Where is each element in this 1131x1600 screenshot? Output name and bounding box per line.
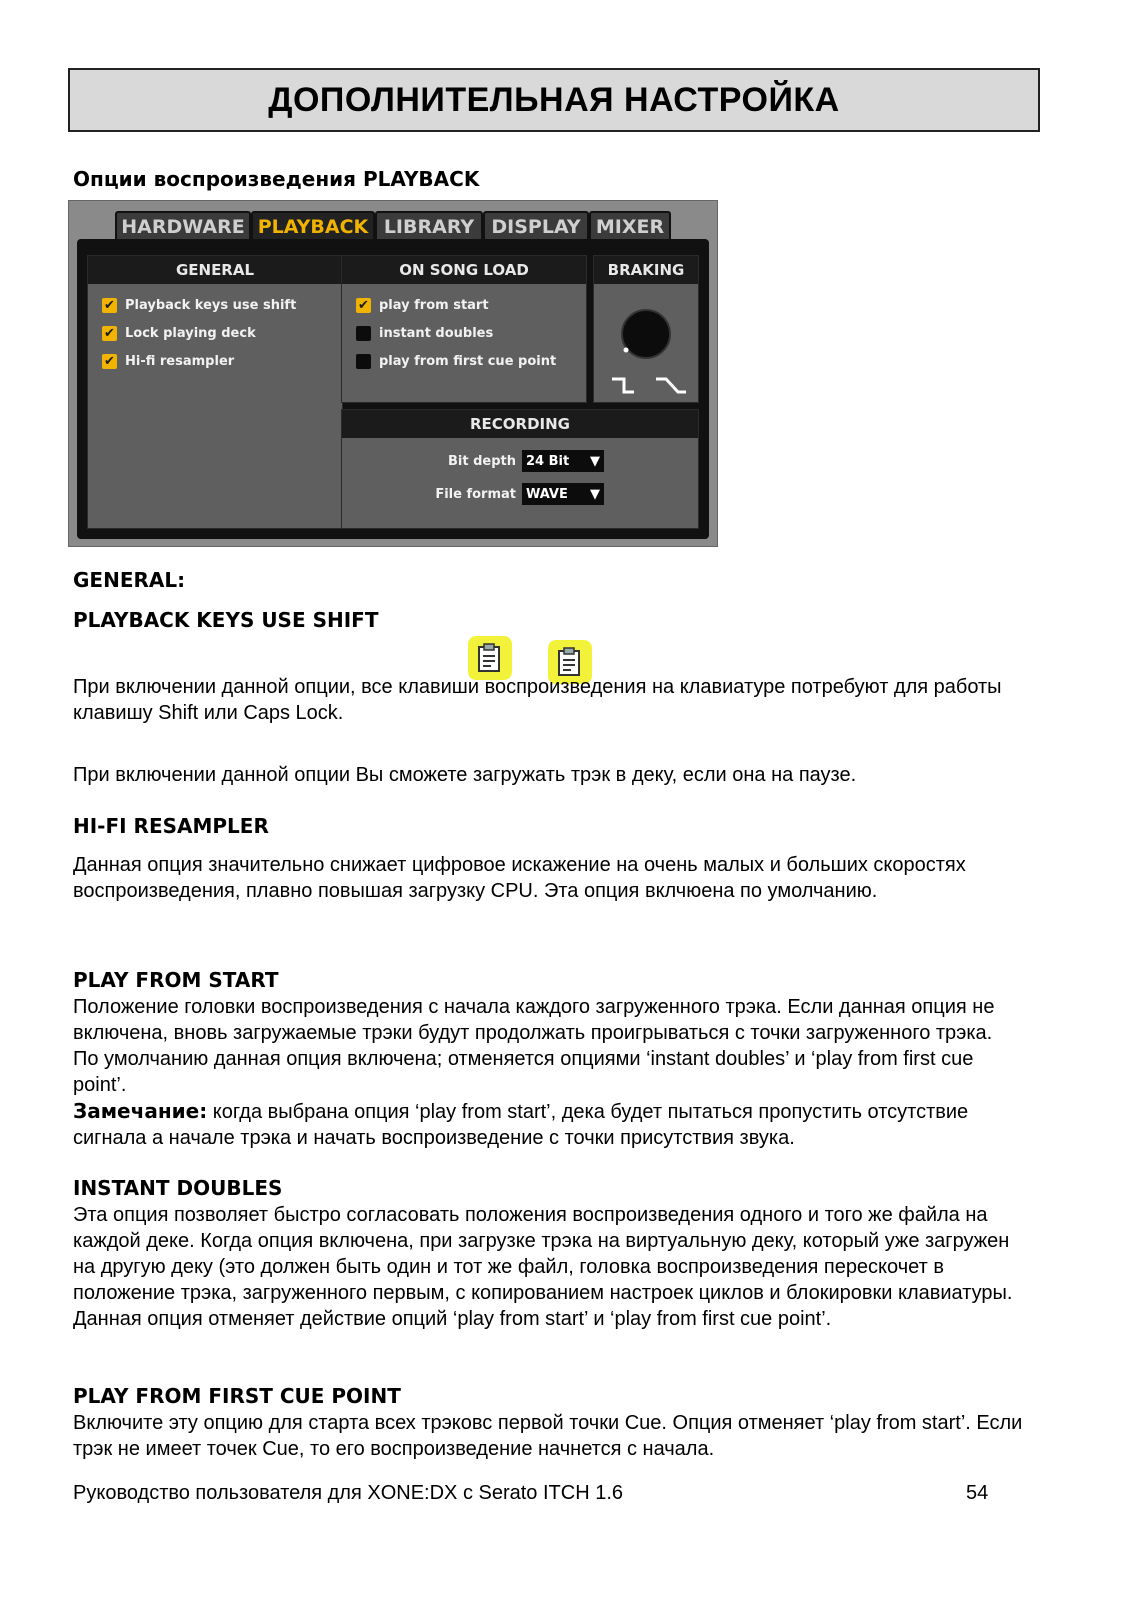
general-option[interactable] [102,354,234,369]
on-song-load-panel [341,255,587,403]
tab-mixer[interactable]: MIXER [589,211,671,241]
general-option-label: Hi-fi resampler [125,354,235,369]
general-header: GENERAL [88,256,342,284]
note-label: Замечание: [73,1099,208,1123]
first-cue-text: Включите эту опцию для старта всех трэковс первой точки Cue. Опция отменяет ‘play from start’. Если трэк не имеет точек Cue, то его воспроизведение начнется с начала. [73,1412,1023,1460]
tab-hardware[interactable]: HARDWARE [115,211,251,241]
on-song-load-option[interactable] [356,298,489,313]
lock-deck-text: При включении данной опции Вы сможете загружать трэк в деку, если она на паузе. [73,764,857,786]
on-song-load-option[interactable] [356,354,556,369]
general-option[interactable] [102,326,256,341]
preferences-screenshot [68,200,718,547]
file-format-select[interactable] [522,483,604,505]
hifi-heading: HI-FI RESAMPLER [73,814,269,838]
bit-depth-value: 24 Bit [526,453,570,469]
play-from-start-body: Положение головки воспроизведения с начала каждого загруженного трэка. Если данная опция не включена, вновь загружаемые трэки будут продолжать проигрываться с точки загруженного трэка. По умолчанию данная опция включена; отменяется опциями ‘instant doubles’ и ‘play from first cue point’. [73,996,995,1096]
title-banner [68,68,1040,132]
on-song-load-header: ON SONG LOAD [342,256,586,284]
instant-doubles-text: Эта опция позволяет быстро согласовать положения воспроизведения одного и того же файла на каждой деке. Когда опция включена, при загрузке трэка на виртуальную деку, который уже загружен на другую деку (это должен быть один и тот же файл, головка воспроизведения перескочет в положение трэка, загруженного первым, с копированием настроек циклов и блокировки клавиатуры. Данная опция отменяет действие опций ‘play from start’ и ‘play from first cue point’. [73,1204,1013,1330]
on-song-load-option-label: instant doubles [379,326,494,341]
braking-header: BRAKING [594,256,698,284]
play-from-start-text [73,994,1023,1151]
tab-library[interactable]: LIBRARY [375,211,483,241]
dropdown-arrow-icon: ▼ [590,453,600,469]
instant-doubles-heading: INSTANT DOUBLES [73,1176,283,1200]
tab-playback[interactable]: PLAYBACK [251,211,375,241]
page-number: 54 [966,1482,989,1504]
braking-knob-icon[interactable] [594,284,700,404]
hifi-text: Данная опция значительно снижает цифровое искажение на очень малых и больших скоростях воспроизведения, плавно повышая загрузку CPU. Эта опция вклчюена по умолчанию. [73,854,966,902]
playback-keys-text: При включении данной опции, все клавиши воспроизведения на клавиатуре потребуют для работы клавишу Shift или Caps Lock. [73,676,1002,724]
preferences-panel [77,239,709,539]
general-heading: GENERAL: [73,568,186,592]
first-cue-heading: PLAY FROM FIRST CUE POINT [73,1384,401,1408]
dropdown-arrow-icon: ▼ [590,486,600,502]
checkbox-unchecked-icon[interactable] [356,354,371,369]
general-option-label: Lock playing deck [125,326,256,341]
on-song-load-option-label: play from first cue point [379,354,557,369]
checkbox-checked-icon[interactable]: ✔ [102,298,117,313]
recording-panel [341,409,699,529]
checkbox-checked-icon[interactable]: ✔ [102,354,117,369]
playback-keys-heading: PLAYBACK KEYS USE SHIFT [73,608,379,632]
general-option-label: Playback keys use shift [125,298,297,313]
recording-header: RECORDING [342,410,698,438]
section-caption: Опции воспроизведения PLAYBACK [73,167,480,191]
bit-depth-select[interactable] [522,450,604,472]
play-from-start-heading: PLAY FROM START [73,968,279,992]
file-format-label: File format [435,487,516,502]
general-panel [87,255,343,529]
general-option[interactable] [102,298,296,313]
tab-display[interactable]: DISPLAY [483,211,589,241]
footer-title: Руководство пользователя для XONE:DX с Serato ITCH 1.6 [73,1482,623,1504]
note-text: когда выбрана опция ‘play from start’, дека будет пытаться пропустить отсутствие сигнала а начале трэка и начать воспроизведение с точки присутствия звука. [73,1101,969,1149]
on-song-load-option[interactable] [356,326,493,341]
bit-depth-label: Bit depth [447,454,516,469]
checkbox-unchecked-icon[interactable] [356,326,371,341]
page-title: ДОПОЛНИТЕЛЬНАЯ НАСТРОЙКА [268,80,840,119]
file-format-value: WAVE [526,486,568,502]
checkbox-checked-icon[interactable]: ✔ [102,326,117,341]
checkbox-checked-icon[interactable]: ✔ [356,298,371,313]
on-song-load-option-label: play from start [379,298,489,313]
braking-panel [593,255,699,403]
